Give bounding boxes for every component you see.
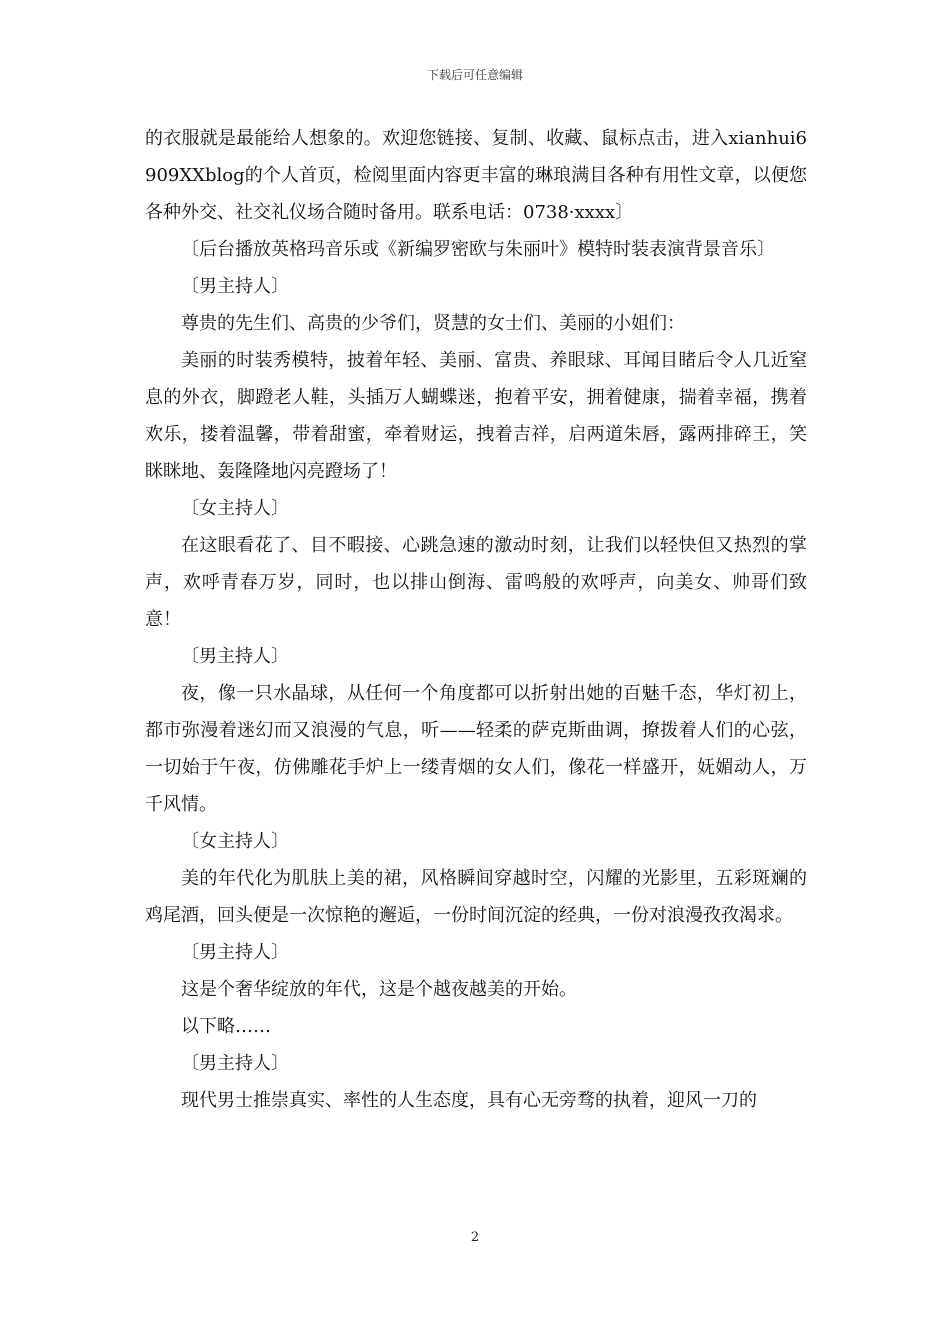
speaker-label-male-host: 〔男主持人〕 (181, 276, 289, 297)
paragraph-intro-continuation: 的衣服就是最能给人想象的。欢迎您链接、复制、收藏、鼠标点击，进入xianhui6909XXblog的个人首页，检阅里面内容更丰富的琳琅满目各种有用性文章，以便您各种外交、社交礼仪场合随时备用。联系电话：0738·xxxx〕 (145, 128, 807, 223)
document-body (145, 120, 807, 1119)
paragraph-models-intro: 美丽的时装秀模特，披着年轻、美丽、富贵、养眼球、耳闻目睹后令人几近窒息的外衣，脚蹬老人鞋，头插万人蝴蝶迷，抱着平安，拥着健康，揣着幸福，携着欢乐，搂着温馨，带着甜蜜，牵着财运，拽着吉祥，启两道朱唇，露两排碎王，笑眯眯地、轰隆隆地闪亮蹬场了！ (145, 350, 807, 482)
paragraph-luxury: 这是个奢华绽放的年代，这是个越夜越美的开始。 (181, 979, 577, 1000)
speaker-label-female-host: 〔女主持人〕 (181, 498, 289, 519)
paragraph-modern-men: 现代男士推崇真实、率性的人生态度，具有心无旁骛的执着，迎风一刀的 (181, 1090, 757, 1111)
speaker-label-male-host: 〔男主持人〕 (181, 1053, 289, 1074)
paragraph-night: 夜，像一只水晶球，从任何一个角度都可以折射出她的百魅千态，华灯初上，都市弥漫着迷幻而又浪漫的气息，听——轻柔的萨克斯曲调，撩拨着人们的心弦，一切始于午夜，仿佛雕花手炉上一缕青烟的女人们，像花一样盛开，妩媚动人，万千风情。 (145, 683, 807, 815)
page-header: 下载后可任意编辑 (426, 68, 523, 82)
speaker-label-male-host: 〔男主持人〕 (181, 646, 289, 667)
page-number: 2 (470, 1230, 480, 1245)
paragraph-era: 美的年代化为肌肤上美的裙，风格瞬间穿越时空，闪耀的光影里，五彩斑斓的鸡尾酒，回头便是一次惊艳的邂逅，一份时间沉淀的经典，一份对浪漫孜孜渴求。 (145, 868, 807, 926)
paragraph-omitted: 以下略…… (181, 1016, 271, 1037)
paragraph-greeting: 尊贵的先生们、高贵的少爷们，贤慧的女士们、美丽的小姐们： (181, 313, 685, 334)
paragraph-applause: 在这眼看花了、目不暇接、心跳急速的激动时刻，让我们以轻快但又热烈的掌声，欢呼青春万岁，同时，也以排山倒海、雷鸣般的欢呼声，向美女、帅哥们致意！ (145, 535, 807, 630)
speaker-label-male-host: 〔男主持人〕 (181, 942, 289, 963)
speaker-label-female-host: 〔女主持人〕 (181, 831, 289, 852)
paragraph-stage-direction: 〔后台播放英格玛音乐或《新编罗密欧与朱丽叶》模特时装表演背景音乐〕 (181, 239, 775, 260)
